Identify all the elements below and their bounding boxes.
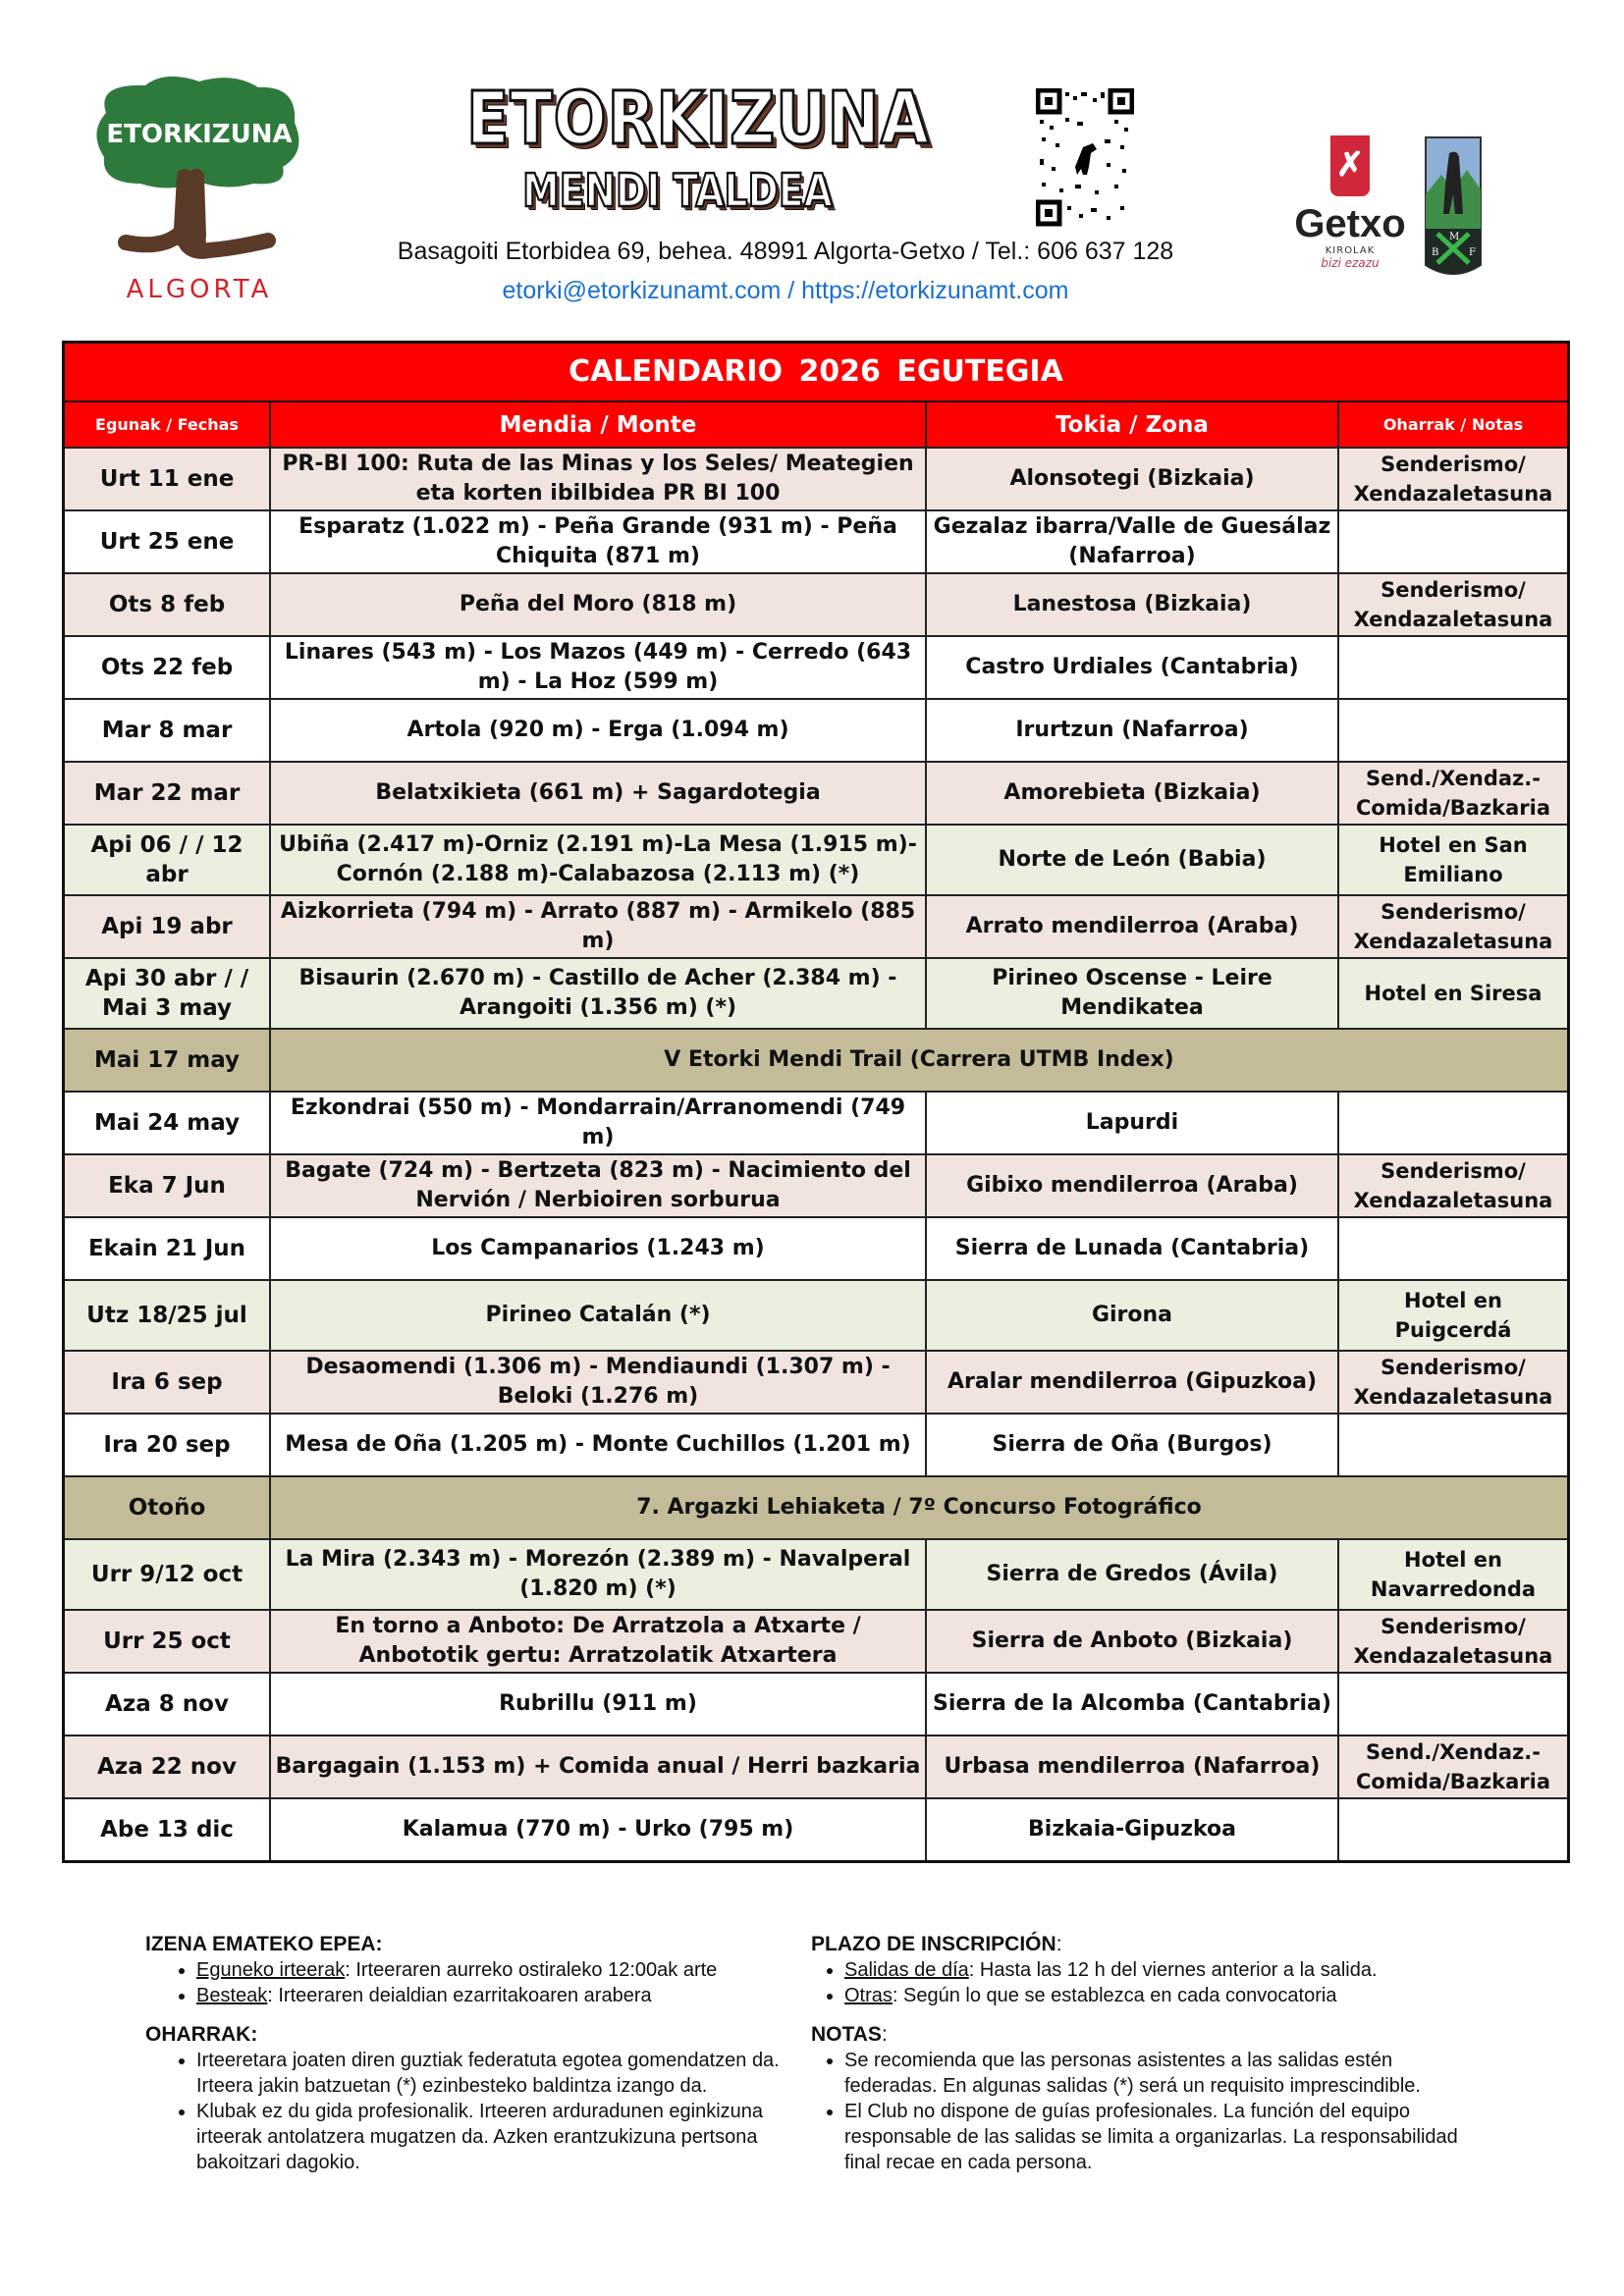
list-item-text: : Irteeraren deialdian ezarritakoaren arabera: [267, 1985, 652, 2006]
calendar-row: [65, 958, 1567, 1029]
getxo-logo-line2: bizi ezazu: [1321, 256, 1380, 270]
calendar-row: [65, 510, 1567, 573]
row-zone: Urbasa mendilerroa (Nafarroa): [926, 1735, 1338, 1798]
calendar-table: [62, 341, 1570, 1863]
list-item-label: Salidas de día: [844, 1959, 969, 1981]
remarks-list-es: [811, 2048, 1479, 2175]
calendar-row: [65, 1414, 1567, 1476]
list-item-text: : Irteeraren aurreko ostiraleko 12:00ak arte: [345, 1959, 718, 1981]
row-date: Utz 18/25 jul: [65, 1280, 270, 1351]
row-zone: Girona: [926, 1280, 1338, 1351]
row-notes: Senderismo/ Xendazaletasuna: [1338, 448, 1567, 510]
calendar-row: [65, 762, 1567, 825]
row-mountain: Linares (543 m) - Los Mazos (449 m) - Cerredo (643 m) - La Hoz (599 m): [270, 636, 926, 699]
registration-deadline-list-es: [811, 1957, 1479, 2008]
row-mountain: Kalamua (770 m) - Urko (795 m): [270, 1798, 926, 1860]
row-mountain: Peña del Moro (818 m): [270, 573, 926, 636]
row-mountain: Los Campanarios (1.243 m): [270, 1217, 926, 1280]
registration-deadline-title-es: PLAZO DE INSCRIPCIÓN:: [811, 1933, 1062, 1955]
list-item-text: : Hasta las 12 h del viernes anterior a la salida.: [968, 1959, 1378, 1981]
calendar-event-row: [65, 1029, 1567, 1092]
row-zone: Bizkaia-Gipuzkoa: [926, 1798, 1338, 1860]
row-mountain: La Mira (2.343 m) - Morezón (2.389 m) - Navalperal (1.820 m) (*): [270, 1539, 926, 1610]
row-date: Aza 8 nov: [65, 1673, 270, 1735]
row-zone: Irurtzun (Nafarroa): [926, 699, 1338, 762]
row-notes: Senderismo/ Xendazaletasuna: [1338, 1351, 1567, 1414]
list-item: [844, 1957, 1479, 1983]
row-mountain: Esparatz (1.022 m) - Peña Grande (931 m) - Peña Chiquita (871 m): [270, 510, 926, 573]
row-zone: Amorebieta (Bizkaia): [926, 762, 1338, 825]
brand-title: ETORKIZUNA: [466, 77, 930, 161]
row-date: Ira 20 sep: [65, 1414, 270, 1476]
club-contact-links[interactable]: etorki@etorkizunamt.com / https://etorkizunamt.com: [502, 277, 1069, 304]
registration-deadline-title-eu: IZENA EMATEKO EPEA:: [145, 1933, 383, 1955]
row-notes: Hotel en Siresa: [1338, 958, 1567, 1029]
list-item: • Klubak ez du gida profesionalik. Irteeren arduradunen eginkizuna irteerak antolatzera mugatzen da. Azken erantzukizuna pertsona bakoitzari dagokio.: [196, 2099, 813, 2175]
row-mountain: PR-BI 100: Ruta de las Minas y los Seles/ Meategien eta korten ibilbidea PR BI 100: [270, 448, 926, 510]
tree-logo-top-text: ETORKIZUNA: [106, 120, 293, 149]
row-mountain: Pirineo Catalán (*): [270, 1280, 926, 1351]
calendar-row: [65, 636, 1567, 699]
bmf-federation-shield-icon: [1424, 135, 1483, 283]
list-item-text: : Según lo que se establezca en cada convocatoria: [892, 1985, 1337, 2006]
row-date: Urt 11 ene: [65, 448, 270, 510]
list-item: • El Club no dispone de guías profesionales. La función del equipo responsable de las salidas se limita a organizarlas. La responsabilidad final recae en cada persona.: [844, 2099, 1479, 2175]
getxo-kirolak-logo: [1286, 135, 1414, 293]
row-zone: Gezalaz ibarra/Valle de Guesálaz (Nafarroa): [926, 510, 1338, 573]
row-mountain: En torno a Anboto: De Arratzola a Atxarte / Anbototik gertu: Arratzolatik Atxartera: [270, 1610, 926, 1673]
column-header-dates: Egunak / Fechas: [65, 402, 270, 448]
row-mountain: Mesa de Oña (1.205 m) - Monte Cuchillos (1.201 m): [270, 1414, 926, 1476]
calendar-title: CALENDARIO 2026 EGUTEGIA: [65, 344, 1567, 402]
row-notes: Send./Xendaz.- Comida/Bazkaria: [1338, 1735, 1567, 1798]
row-zone: Sierra de la Alcomba (Cantabria): [926, 1673, 1338, 1735]
row-zone: Castro Urdiales (Cantabria): [926, 636, 1338, 699]
row-zone: Gibixo mendilerroa (Araba): [926, 1154, 1338, 1217]
list-item-label: Eguneko irteerak: [196, 1959, 346, 1981]
row-date: Mar 22 mar: [65, 762, 270, 825]
row-notes: Hotel en Puigcerdá: [1338, 1280, 1567, 1351]
row-mountain: Ubiña (2.417 m)-Orniz (2.191 m)-La Mesa (1.915 m)-Cornón (2.188 m)-Calabazosa (2.113 m) (*): [270, 825, 926, 895]
row-mountain: Bargagain (1.153 m) + Comida anual / Herri bazkaria: [270, 1735, 926, 1798]
row-notes: [1338, 1414, 1567, 1476]
row-date: Ekain 21 Jun: [65, 1217, 270, 1280]
calendar-event-row: [65, 1476, 1567, 1539]
getxo-logo-name: Getxo: [1294, 202, 1406, 245]
calendar-row: [65, 825, 1567, 895]
calendar-row: [65, 1798, 1567, 1860]
column-header-zone: Tokia / Zona: [926, 402, 1338, 448]
row-date: Ots 8 feb: [65, 573, 270, 636]
row-date: Ira 6 sep: [65, 1351, 270, 1414]
calendar-row: [65, 1092, 1567, 1154]
brand-subtitle: MENDI TALDEA: [522, 164, 833, 217]
list-item-label: Besteak: [196, 1985, 268, 2006]
remarks-title-eu: OHARRAK:: [145, 2023, 258, 2046]
row-zone: Sierra de Anboto (Bizkaia): [926, 1610, 1338, 1673]
club-address: Basagoiti Etorbidea 69, behea. 48991 Algorta-Getxo / Tel.: 606 637 128: [397, 238, 1174, 265]
row-date: Eka 7 Jun: [65, 1154, 270, 1217]
list-item: [196, 1957, 813, 1983]
row-date: Urr 25 oct: [65, 1610, 270, 1673]
row-zone: Aralar mendilerroa (Gipuzkoa): [926, 1351, 1338, 1414]
club-tree-logo: [86, 74, 312, 309]
row-mountain: Bisaurin (2.670 m) - Castillo de Acher (2.384 m) - Arangoiti (1.356 m) (*): [270, 958, 926, 1029]
list-item: • Irteeretara joaten diren guztiak federatuta egotea gomendatzen da. Irteera jakin batzuetan (*) ezinbesteko baldintza izango da.: [196, 2048, 813, 2099]
bmf-letter-m: M: [1449, 232, 1460, 242]
row-mountain: Artola (920 m) - Erga (1.094 m): [270, 699, 926, 762]
row-zone: Norte de León (Babia): [926, 825, 1338, 895]
row-date: Api 06 / / 12 abr: [65, 825, 270, 895]
row-event-title: 7. Argazki Lehiaketa / 7º Concurso Fotográfico: [270, 1476, 1567, 1539]
row-mountain: Belatxikieta (661 m) + Sagardotegia: [270, 762, 926, 825]
row-notes: [1338, 1673, 1567, 1735]
brand-block: [432, 77, 930, 218]
row-notes: [1338, 510, 1567, 573]
calendar-row: [65, 1217, 1567, 1280]
row-mountain: Desaomendi (1.306 m) - Mendiaundi (1.307 m) - Beloki (1.276 m): [270, 1351, 926, 1414]
row-notes: [1338, 1798, 1567, 1860]
row-notes: Senderismo/ Xendazaletasuna: [1338, 1154, 1567, 1217]
row-notes: [1338, 1217, 1567, 1280]
list-item: • Se recomienda que las personas asistentes a las salidas estén federadas. En algunas salidas (*) será un requisito imprescindible.: [844, 2048, 1479, 2099]
row-notes: Senderismo/ Xendazaletasuna: [1338, 573, 1567, 636]
row-mountain: Rubrillu (911 m): [270, 1673, 926, 1735]
remarks-title-es: NOTAS:: [811, 2023, 888, 2046]
registration-deadline-list-eu: [145, 1957, 813, 2008]
list-item: [196, 1983, 813, 2008]
row-date: Mai 17 may: [65, 1029, 270, 1092]
calendar-row: [65, 1735, 1567, 1798]
calendar-row: [65, 1154, 1567, 1217]
section-title-text: NOTAS: [811, 2023, 882, 2046]
row-date: Aza 22 nov: [65, 1735, 270, 1798]
row-zone: Alonsotegi (Bizkaia): [926, 448, 1338, 510]
row-mountain: Ezkondrai (550 m) - Mondarrain/Arranomendi (749 m): [270, 1092, 926, 1154]
row-date: Urr 9/12 oct: [65, 1539, 270, 1610]
row-notes: Hotel en Navarredonda: [1338, 1539, 1567, 1610]
tree-logo-bottom-text: ALGORTA: [126, 275, 273, 304]
remarks-list-eu: [145, 2048, 813, 2175]
calendar-row: [65, 895, 1567, 958]
calendar-row: [65, 573, 1567, 636]
row-notes: Hotel en San Emiliano: [1338, 825, 1567, 895]
row-zone: Arrato mendilerroa (Araba): [926, 895, 1338, 958]
row-date: Mar 8 mar: [65, 699, 270, 762]
row-zone: Sierra de Lunada (Cantabria): [926, 1217, 1338, 1280]
row-event-title: V Etorki Mendi Trail (Carrera UTMB Index): [270, 1029, 1567, 1092]
page-header: [0, 0, 1624, 324]
section-title-text: PLAZO DE INSCRIPCIÓN: [811, 1933, 1056, 1955]
notes-spanish: [811, 1932, 1479, 2189]
row-date: Otoño: [65, 1476, 270, 1539]
column-header-notes: Oharrak / Notas: [1338, 402, 1567, 448]
row-notes: Senderismo/ Xendazaletasuna: [1338, 1610, 1567, 1673]
row-notes: [1338, 699, 1567, 762]
column-header-mountain: Mendia / Monte: [270, 402, 926, 448]
calendar-row: [65, 1673, 1567, 1735]
row-date: Api 30 abr / / Mai 3 may: [65, 958, 270, 1029]
row-date: Mai 24 may: [65, 1092, 270, 1154]
row-zone: Sierra de Gredos (Ávila): [926, 1539, 1338, 1610]
row-zone: Lanestosa (Bizkaia): [926, 573, 1338, 636]
row-mountain: Bagate (724 m) - Bertzeta (823 m) - Nacimiento del Nervión / Nerbioiren sorburua: [270, 1154, 926, 1217]
row-zone: Pirineo Oscense - Leire Mendikatea: [926, 958, 1338, 1029]
calendar-row: [65, 1351, 1567, 1414]
calendar-header-row: [65, 402, 1567, 448]
row-date: Urt 25 ene: [65, 510, 270, 573]
row-notes: Send./Xendaz.- Comida/Bazkaria: [1338, 762, 1567, 825]
qr-code[interactable]: [1036, 88, 1134, 228]
list-item: [844, 1983, 1479, 2008]
row-date: Api 19 abr: [65, 895, 270, 958]
calendar-grid: [65, 402, 1567, 1860]
row-notes: [1338, 636, 1567, 699]
row-notes: Senderismo/ Xendazaletasuna: [1338, 895, 1567, 958]
bmf-letter-f: F: [1469, 247, 1476, 258]
calendar-row: [65, 1280, 1567, 1351]
calendar-row: [65, 448, 1567, 510]
getxo-mark-icon: ✗: [1330, 135, 1370, 196]
calendar-row: [65, 1610, 1567, 1673]
calendar-row: [65, 1539, 1567, 1610]
row-zone: Lapurdi: [926, 1092, 1338, 1154]
calendar-row: [65, 699, 1567, 762]
row-date: Abe 13 dic: [65, 1798, 270, 1860]
row-date: Ots 22 feb: [65, 636, 270, 699]
list-item-label: Otras: [844, 1985, 893, 2006]
row-notes: [1338, 1092, 1567, 1154]
getxo-logo-line1: KIROLAK: [1325, 245, 1376, 256]
row-zone: Sierra de Oña (Burgos): [926, 1414, 1338, 1476]
row-mountain: Aizkorrieta (794 m) - Arrato (887 m) - Armikelo (885 m): [270, 895, 926, 958]
notes-basque: [145, 1932, 813, 2189]
calendar-body: [65, 448, 1567, 1860]
bmf-letter-b: B: [1432, 247, 1439, 258]
